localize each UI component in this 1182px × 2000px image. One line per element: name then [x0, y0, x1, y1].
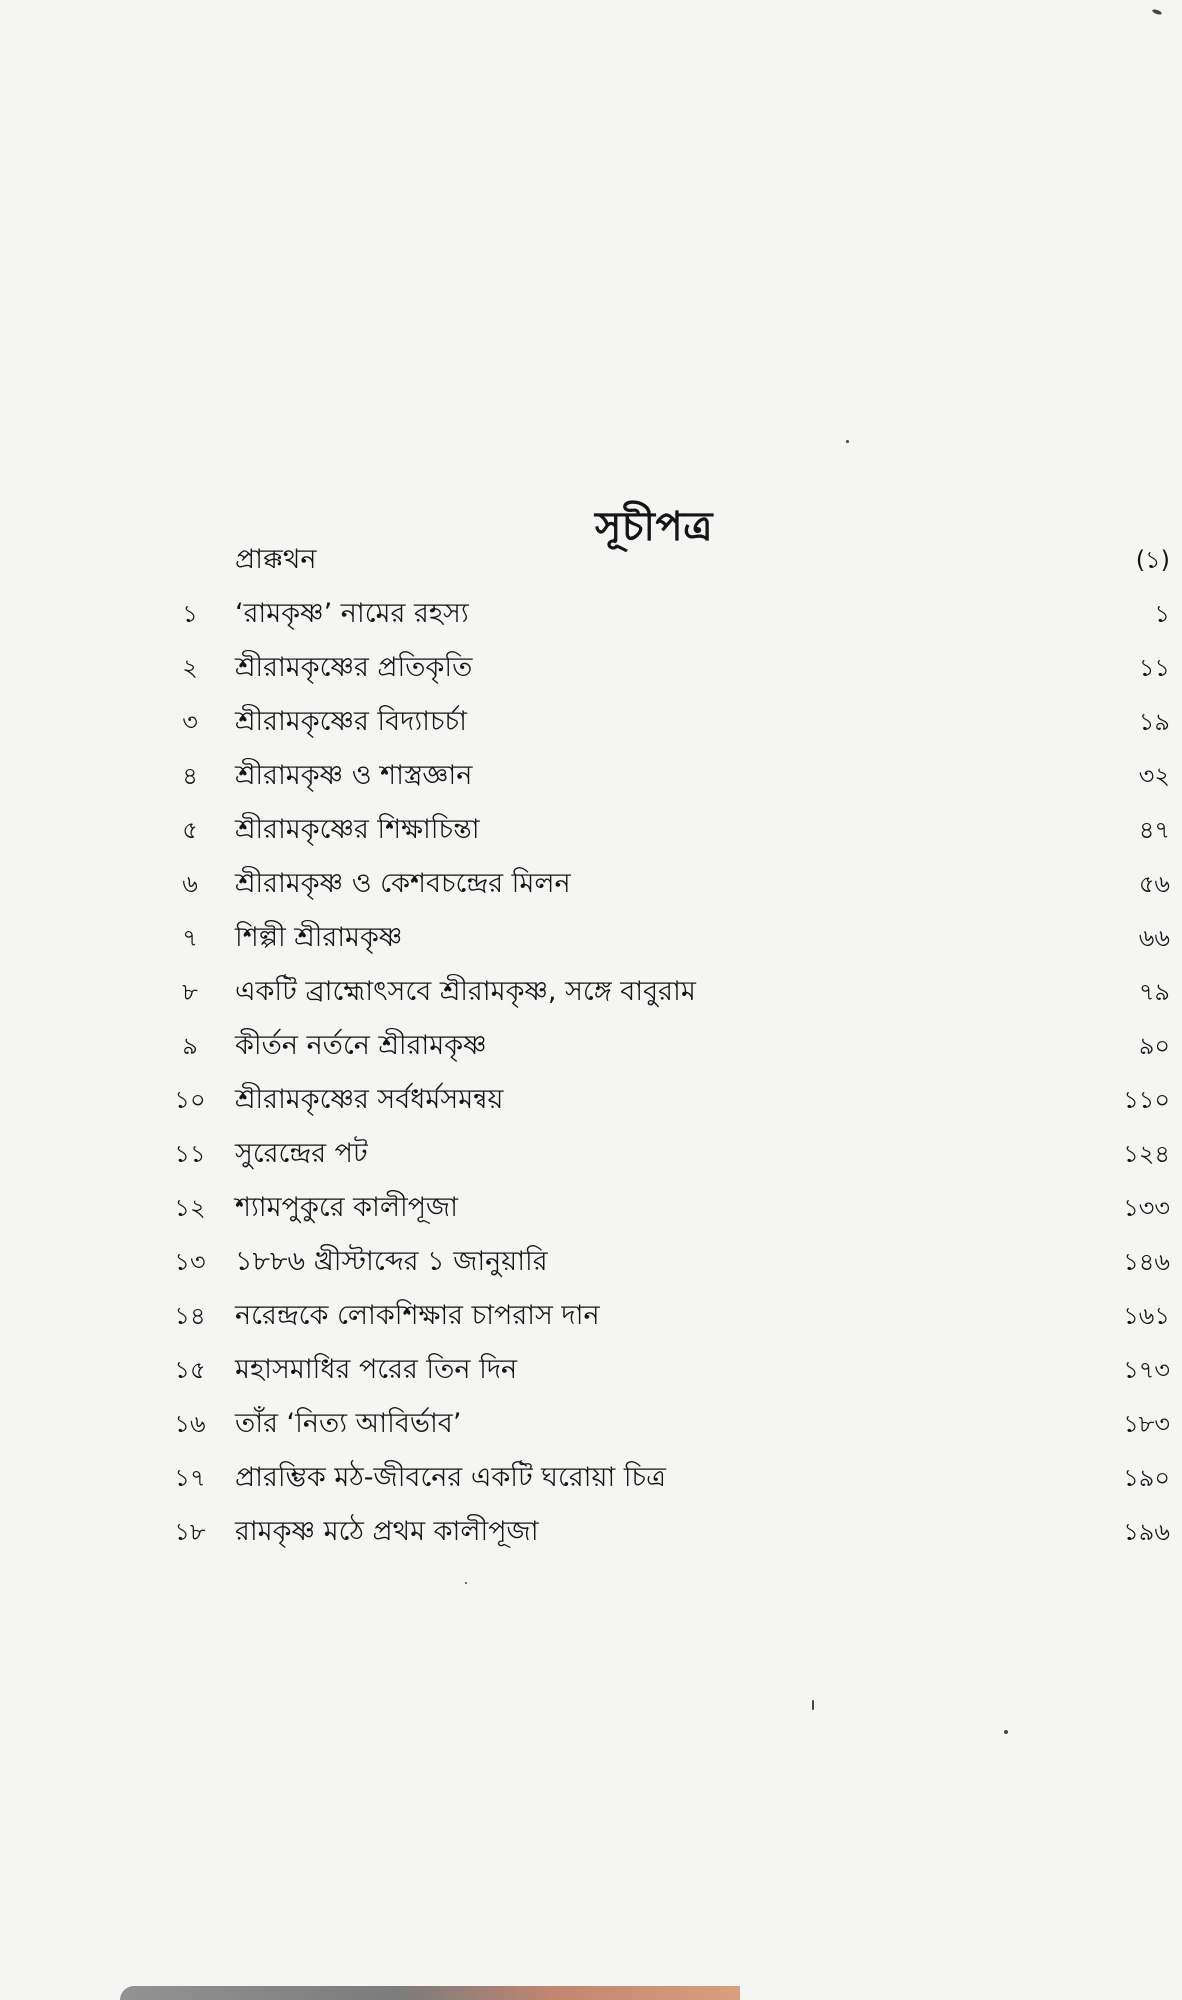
toc-entry-title: প্রাক্কথন	[235, 544, 317, 575]
page-title-text: সূচীপত্র	[595, 503, 713, 550]
toc-entry-number: ৩	[182, 708, 198, 736]
toc-entry-title: শ্রীরামকৃষ্ণ ও শাস্ত্রজ্ঞান	[235, 760, 473, 791]
toc-entry	[160, 911, 1170, 965]
toc-entry-number: ৪	[182, 762, 198, 790]
toc-entry	[160, 1397, 1170, 1451]
toc-entry-page: ১৯৬	[1123, 1518, 1170, 1546]
toc-entry-number: ২	[182, 654, 198, 682]
toc-entry-title: নরেন্দ্রকে লোকশিক্ষার চাপরাস দান	[235, 1300, 600, 1331]
toc-entry-title: রামকৃষ্ণ মঠে প্রথম কালীপূজা	[235, 1516, 539, 1547]
toc-entry-title: শ্রীরামকৃষ্ণ ও কেশবচন্দ্রের মিলন	[235, 868, 571, 899]
toc-entry-number: ১৭	[174, 1464, 206, 1492]
bottom-scan-edge	[120, 1986, 740, 2000]
toc-entry-page: ১৪৬	[1123, 1248, 1170, 1276]
toc-entry-title: শ্রীরামকৃষ্ণের সর্বধর্মসমন্বয়	[235, 1084, 504, 1115]
toc-entry-number: ১	[182, 600, 198, 628]
toc-entry	[160, 1289, 1170, 1343]
toc-entry-page: ৭৯	[1138, 978, 1170, 1006]
toc-entry-page: ১৮৩	[1123, 1410, 1170, 1438]
toc-entry-title: সুরেন্দ্রের পট	[235, 1138, 368, 1169]
toc-entry-number: ৯	[182, 1032, 198, 1060]
toc-entry-number: ১৮	[174, 1518, 206, 1546]
toc-entry	[160, 695, 1170, 749]
toc-entry	[160, 1235, 1170, 1289]
toc-entry-title: শ্রীরামকৃষ্ণের শিক্ষাচিন্তা	[235, 814, 480, 845]
toc-entry-page: ১৯	[1138, 708, 1170, 736]
toc-entry-title: কীর্তন নর্তনে শ্রীরামকৃষ্ণ	[235, 1030, 487, 1061]
toc-entry-page: ৫৬	[1138, 870, 1170, 898]
toc-entry	[160, 641, 1170, 695]
toc-entry	[160, 1073, 1170, 1127]
toc-entry-page: ৯০	[1138, 1032, 1170, 1060]
toc-entry-title: ১৮৮৬ খ্রীস্টাব্দের ১ জানুয়ারি	[235, 1246, 548, 1277]
toc-entry-title: শিল্পী শ্রীরামকৃষ্ণ	[235, 922, 403, 953]
toc-entry	[160, 1451, 1170, 1505]
toc-entry-page: ৩২	[1138, 762, 1170, 790]
toc-entry-page: ১১০	[1123, 1086, 1170, 1114]
toc-entry	[160, 1019, 1170, 1073]
toc-entry-number: ৭	[182, 924, 198, 952]
toc-entry	[160, 857, 1170, 911]
toc-entry-number: ১৩	[174, 1248, 206, 1276]
scan-speck	[1152, 8, 1163, 15]
toc-entry	[160, 749, 1170, 803]
table-of-contents	[160, 533, 1170, 1559]
toc-entry-page: ৬৬	[1138, 924, 1170, 952]
toc-entry-page: ১২৪	[1123, 1140, 1170, 1168]
toc-entry-page: (১)	[1135, 546, 1170, 574]
toc-entry-page: ১৯০	[1123, 1464, 1170, 1492]
toc-entry-page: ১৬১	[1123, 1302, 1170, 1330]
scan-speck	[465, 1582, 467, 1584]
toc-entry	[160, 1127, 1170, 1181]
toc-entry	[160, 965, 1170, 1019]
toc-entry	[160, 1505, 1170, 1559]
toc-entry-title: তাঁর ‘নিত্য আবির্ভাব’	[235, 1408, 462, 1439]
toc-entry-number: ১৪	[174, 1302, 206, 1330]
toc-entry	[160, 1181, 1170, 1235]
toc-entry-title: ‘রামকৃষ্ণ’ নামের রহস্য	[235, 598, 469, 629]
toc-entry-page: ৪৭	[1138, 816, 1170, 844]
toc-entry-number: ৫	[182, 816, 198, 844]
toc-entry-number: ৮	[182, 978, 198, 1006]
toc-entry-title: মহাসমাধির পরের তিন দিন	[235, 1354, 518, 1385]
toc-entry-number: ৬	[182, 870, 198, 898]
toc-entry-number: ১৬	[174, 1410, 206, 1438]
toc-entry-page: ১৭৩	[1123, 1356, 1170, 1384]
toc-entry-title: প্রারম্ভিক মঠ-জীবনের একটি ঘরোয়া চিত্র	[235, 1462, 666, 1493]
toc-entry	[160, 803, 1170, 857]
toc-entry	[160, 587, 1170, 641]
toc-entry-page: ১	[1154, 600, 1170, 628]
toc-entry-page: ১৩৩	[1123, 1194, 1170, 1222]
toc-entry-title: শ্রীরামকৃষ্ণের বিদ্যাচর্চা	[235, 706, 467, 737]
toc-entry	[160, 1343, 1170, 1397]
scan-speck	[812, 1700, 814, 1710]
toc-entry-number: ১২	[174, 1194, 206, 1222]
scan-speck	[846, 440, 849, 443]
scan-speck	[1004, 1730, 1008, 1734]
toc-entry-page: ১১	[1138, 654, 1170, 682]
toc-entry-number: ১৫	[174, 1356, 206, 1384]
toc-entry-number: ১০	[174, 1086, 206, 1114]
toc-entry-number: ১১	[174, 1140, 206, 1168]
toc-entry-title: শ্যামপুকুরে কালীপূজা	[235, 1192, 459, 1223]
toc-entry-title: একটি ব্রাহ্মোৎসবে শ্রীরামকৃষ্ণ, সঙ্গে বাবুরাম	[235, 976, 696, 1007]
toc-entry	[160, 533, 1170, 587]
toc-entry-title: শ্রীরামকৃষ্ণের প্রতিকৃতি	[235, 652, 473, 683]
